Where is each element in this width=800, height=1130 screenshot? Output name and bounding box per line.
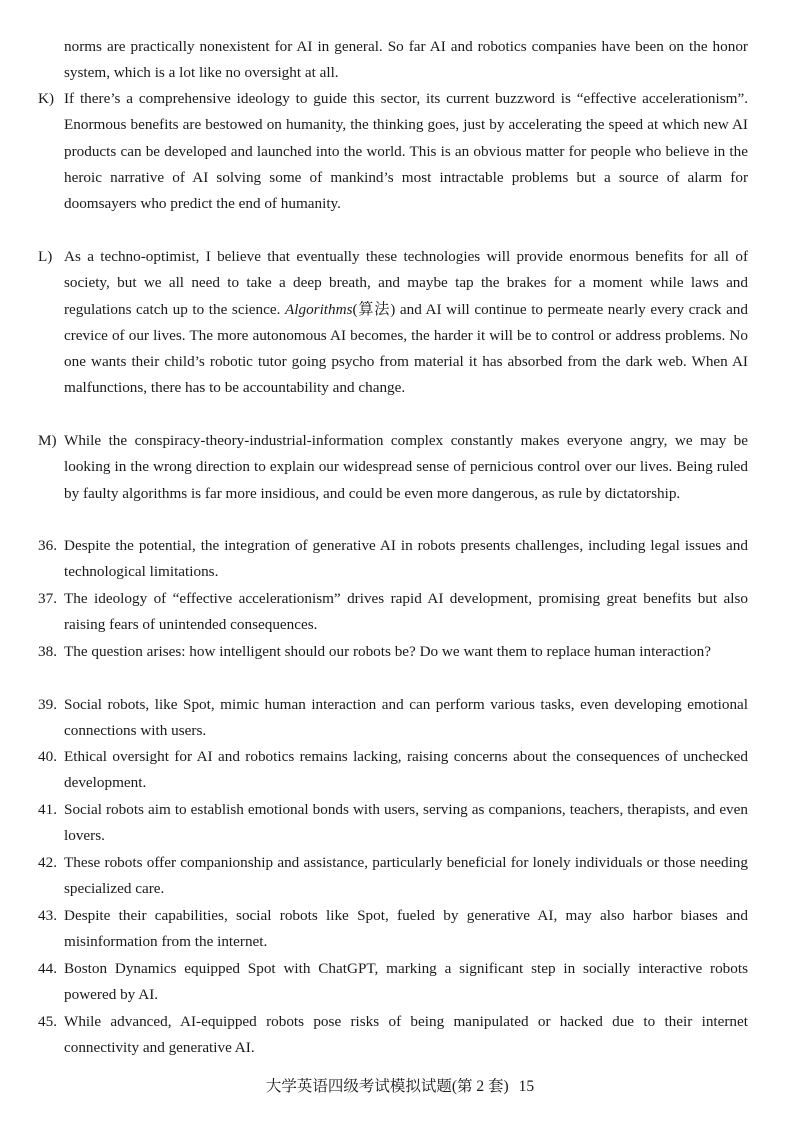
paragraph-k [38,86,748,217]
italic-term: Algorithms [284,300,353,318]
question-text: Despite their capabilities, social robots like Spot, fueled by generative AI, may also harbor biases and misinformation from the internet. [64,907,748,951]
question-text: Social robots aim to establish emotional bonds with users, serving as companions, teachers, therapists, and even lovers. [64,801,748,845]
question-36 [38,533,748,586]
question-43 [38,903,748,956]
question-41 [38,797,748,850]
question-text: Boston Dynamics equipped Spot with ChatGPT, marking a significant step in socially interactive robots powered by AI. [64,960,748,1004]
question-text: The ideology of “effective accelerationism” drives rapid AI development, promising great benefits but also raising fears of unintended consequences. [64,590,748,634]
question-text: Despite the potential, the integration of generative AI in robots presents challenges, including legal issues and technological limitations. [64,537,748,581]
question-42 [38,850,748,903]
question-37 [38,586,748,639]
question-text: These robots offer companionship and assistance, particularly beneficial for lonely individuals or those needing specialized care. [64,854,748,898]
question-number: 39. [38,696,57,713]
question-number: 41. [38,801,57,818]
page-number: 15 [518,1078,535,1095]
question-number: 37. [38,590,57,607]
question-39 [38,692,748,745]
paragraph-text: If there’s a comprehensive ideology to guide this sector, its current buzzword is “effective accelerationism”. Enormous benefits are bestowed on humanity, the thinking goes, just by accelerating the speed at which new AI products can be developed and launched into the world. This is an obvious matter for people who believe in the heroic narrative of AI solving some of mankind’s most intractable problems but a source of alarm for doomsayers who predict the end of humanity. [64,90,748,213]
paragraph-text: While the conspiracy-theory-industrial-information complex constantly makes everyone angry, we may be looking in the wrong direction to explain our widespread sense of pernicious control over our lives. Being ruled by faulty algorithms is far more insidious, and could be even more dangerous, as rule by dictatorship. [64,432,748,502]
question-40 [38,744,748,797]
question-text: Ethical oversight for AI and robotics remains lacking, raising concerns about the consequences of unchecked development. [64,748,748,792]
paragraph-label: M) [38,432,57,449]
question-number: 38. [38,643,57,660]
exam-title: 大学英语四级考试模拟试题(第 2 套) [265,1078,509,1095]
question-text: The question arises: how intelligent should our robots be? Do we want them to replace human interaction? [64,643,711,660]
question-number: 36. [38,537,57,554]
paragraph-l [38,244,748,402]
question-45 [38,1009,748,1062]
paragraph-text-part: As a techno-optimist, I believe that eventually these technologies will provide enormous benefits for all of society, but we all need to take a deep breath, and maybe tap the brakes for a moment while laws and regulations catch up to the science. [64,248,748,318]
paragraph-text-part: (算法) and AI will continue to permeate nearly every crack and crevice of our lives. The more autonomous AI becomes, the harder it will be to control or address problems. No one wants their child’s robotic tutor going psycho from material it has absorbed from the dark web. When AI malfunctions, there has to be accountability and change. [64,300,748,397]
paragraph-text: norms are practically nonexistent for AI in general. So far AI and robotics companies have been on the honor system, which is a lot like no oversight at all. [64,38,748,82]
question-text: Social robots, like Spot, mimic human interaction and can perform various tasks, even developing emotional connections with users. [64,696,748,740]
question-number: 43. [38,907,57,924]
paragraph-label: K) [38,90,55,107]
question-number: 40. [38,748,57,765]
question-text: While advanced, AI-equipped robots pose risks of being manipulated or hacked due to their internet connectivity and generative AI. [64,1013,748,1057]
question-number: 44. [38,960,57,977]
paragraph-m [38,428,748,507]
page-footer [0,1074,800,1096]
passage-continuation [38,34,748,87]
question-44 [38,956,748,1009]
paragraph-label: L) [38,248,53,265]
question-38 [38,639,748,665]
question-number: 42. [38,854,57,871]
paragraph-text [64,244,748,402]
question-number: 45. [38,1013,57,1030]
